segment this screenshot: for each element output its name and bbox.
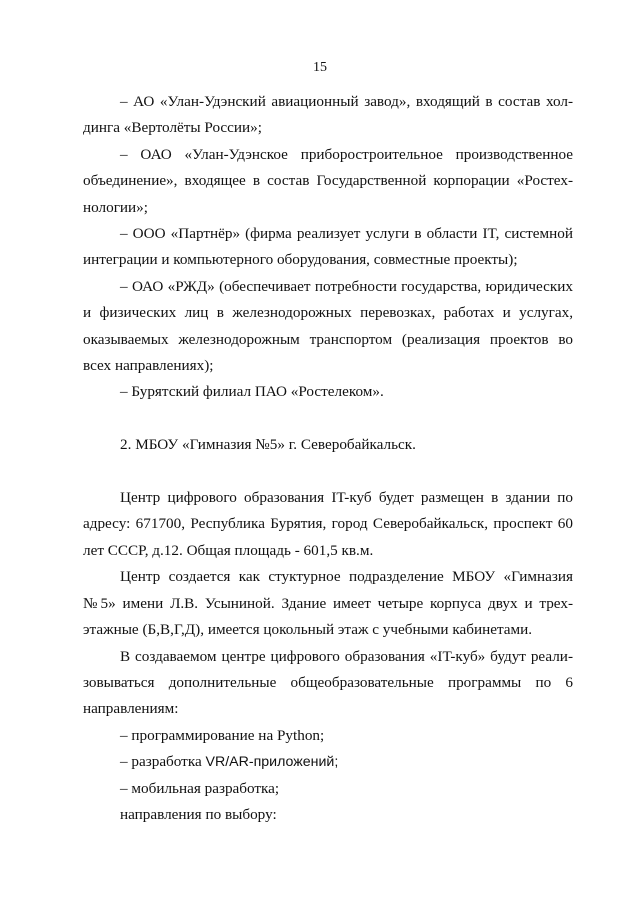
direction-vr-word: VR/AR-приложений; xyxy=(205,754,339,771)
partner-item-aviation-plant: – АО «Улан-Удэнский авиационный завод», входящий в состав холдинга «Вертолёты России»; xyxy=(83,93,573,137)
page-content xyxy=(83,89,573,828)
paragraph-structure: Центр создается как стуктурное подразделение МБОУ «Гимназия №5» имени Л.В. Усыниной. Здание имеет четыре корпуса двух и трехэтажные (Б,В,Г,Д), имеется цокольный этаж с учебными кабинетами. xyxy=(83,568,573,639)
paragraph-location: Центр цифрового образования IT-куб будет размещен в здании по адресу: 671700, Республика Бурятия, город Северобайкальск, проспект 60 лет СССР, д.12. Общая площадь - 601,5 кв.м. xyxy=(83,489,573,559)
direction-python-prefix: – программирование на xyxy=(120,726,277,744)
partner-item-rostelecom: – Бурятский филиал ПАО «Ростелеком». xyxy=(120,383,384,401)
partner-item-instrument-plant: – ОАО «Улан-Удэнское приборостроительное производственное объединение», входящее в состав Государственной корпорации «Ростехнологии»; xyxy=(83,145,573,216)
direction-vr-ar xyxy=(83,749,573,775)
section-heading: 2. МБОУ «Гимназия №5» г. Северобайкальск. xyxy=(120,436,416,454)
page-number: 15 xyxy=(313,60,327,75)
partner-item-partner-llc: – ООО «Партнёр» (фирма реализует услуги в области IT, системной интеграции и компьютерного оборудования, совместные проекты); xyxy=(83,225,573,269)
partner-item-rzd: – ОАО «РЖД» (обеспечивает потребности государства, юридических и физических лиц в железнодорожных перевозках, работах и услугах, оказываемых железнодорожным транспортом (реализация проектов во всех направлениях); xyxy=(83,277,573,375)
direction-vr-prefix: – разработка xyxy=(120,753,206,771)
directions-choice-heading: направления по выбору: xyxy=(120,805,277,823)
direction-mobile: – мобильная разработка; xyxy=(120,779,280,797)
paragraph-programs: В создаваемом центре цифрового образования «IT-куб» будут реализовываться дополнительные общеобразовательные программы по 6 направлениям: xyxy=(83,647,573,718)
direction-python-word: Python; xyxy=(276,726,325,744)
direction-python xyxy=(83,723,573,749)
